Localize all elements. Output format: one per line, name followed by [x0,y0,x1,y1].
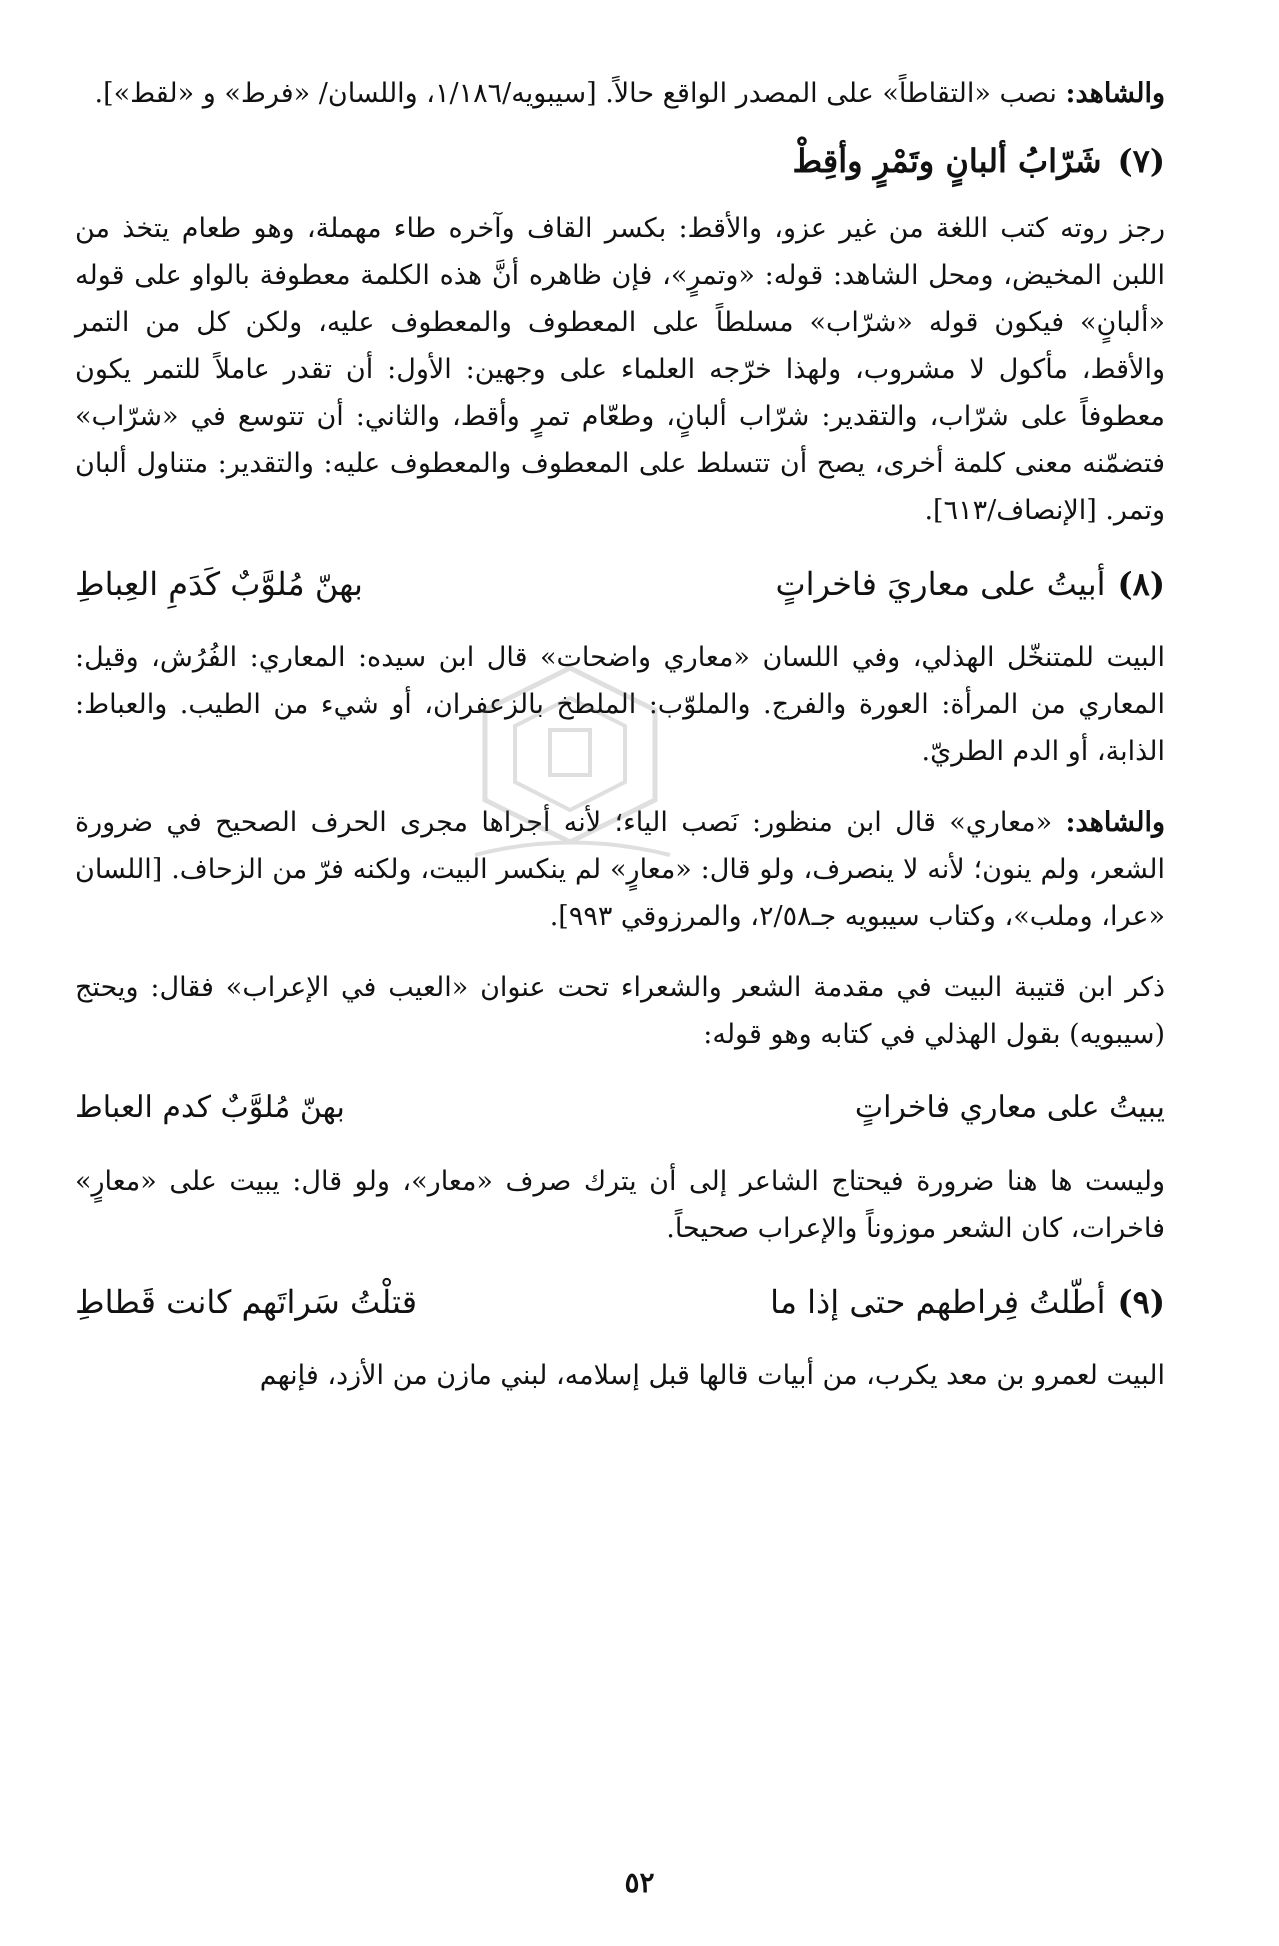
verse-8-first-text: أبيتُ على معاريَ فاخراتٍ [775,565,1106,603]
verse-8-number: (٨) [1117,565,1165,603]
verse-8-second-hemistich: بهنّ مُلوَّبٌ كَدَمِ العِباطِ [75,565,363,603]
shahid-label-2: والشاهد: [1065,807,1165,838]
page-number: ٥٢ [624,1866,655,1899]
paragraph-4-text: «معاري» قال ابن منظور: نَصب الياء؛ لأنه أجراها مجرى الحرف الصحيح في ضرورة الشعر، ولم ينون؛ لأنه لا ينصرف، ولو قال: «معارٍ» لم ينكسر البيت، ولكنه فرّ من الزحاف. [اللسان «عرا، وملب»، وكتاب سيبويه جـ٢/٥٨، والمرزوقي ٩٩٣]. [75,807,1165,932]
verse-9-first-text: أطّلتُ فِراطهم حتى إذا ما [770,1283,1106,1321]
paragraph-3: البيت للمتنخّل الهذلي، وفي اللسان «معاري واضحات» قال ابن سيده: المعاري: الفُرُش، وقيل: المعاري من المرأة: العورة والفرج. والملوّب: الملطخ بالزعفران، أو شيء من الطيب. والعباط: الذابة، أو الدم الطريّ. [75,642,1165,767]
paragraph-4 [75,799,1165,940]
verse-8 [75,552,1165,616]
verse-8-repeat-second-hemistich: بهنّ مُلوَّبٌ كدم العباط [75,1090,345,1125]
verse-8-repeat [75,1076,1165,1140]
verse-8-repeat-first-hemistich: يبيتُ على معاري فاخراتٍ [854,1090,1165,1125]
verse-7-text: شَرّابُ ألبانٍ وتَمْرٍ وأقِطْ [792,142,1102,180]
verse-9-number: (٩) [1117,1283,1165,1321]
paragraph-5: ذكر ابن قتيبة البيت في مقدمة الشعر والشعراء تحت عنوان «العيب في الإعراب» فقال: ويحتج (سيبويه) بقول الهذلي في كتابه وهو قوله: [75,972,1165,1050]
page-body [75,70,1165,1399]
paragraph-1 [75,70,1165,117]
paragraph-1-text: نصب «التقاطاً» على المصدر الواقع حالاً. [سيبويه/١/١٨٦، واللسان/ «فرط» و «لقط»]. [94,78,1057,109]
verse-9 [75,1270,1165,1334]
paragraph-2: رجز روته كتب اللغة من غير عزو، والأقط: بكسر القاف وآخره طاء مهملة، وهو طعام يتخذ من اللبن المخيض، ومحل الشاهد: قوله: «وتمرٍ»، فإن ظاهره أنَّ هذه الكلمة معطوفة بالواو على قوله «ألبانٍ» فيكون قوله «شرّاب» مسلطاً على المعطوف والمعطوف عليه، ولكن كل من التمر والأقط، مأكول لا مشروب، ولهذا خرّجه العلماء على وجهين: الأول: أن تقدر عاملاً للتمر يكون معطوفاً على شرّاب، والتقدير: شرّاب ألبانٍ، وطعّام تمرٍ وأقط، والثاني: أن تتوسع في «شرّاب» فتضمّنه معنى كلمة أخرى، يصح أن تتسلط على المعطوف والمعطوف عليه: والتقدير: متناول ألبان وتمر. [الإنصاف/٦١٣]. [75,213,1165,526]
verse-7 [75,131,1165,191]
verse-9-second-hemistich: قتلْتُ سَراتَهم كانت قَطاطِ [75,1283,417,1321]
verse-8-first-hemistich [775,552,1165,616]
shahid-label: والشاهد: [1065,78,1165,109]
verse-7-number: (٧) [1117,142,1165,180]
verse-9-first-hemistich [770,1270,1165,1334]
paragraph-7: البيت لعمرو بن معد يكرب، من أبيات قالها قبل إسلامه، لبني مازن من الأزد، فإنهم [259,1360,1165,1391]
paragraph-6: وليست ها هنا ضرورة فيحتاج الشاعر إلى أن يترك صرف «معار»، ولو قال: يبيت على «معارٍ» فاخرات، كان الشعر موزوناً والإعراب صحيحاً. [75,1166,1165,1244]
